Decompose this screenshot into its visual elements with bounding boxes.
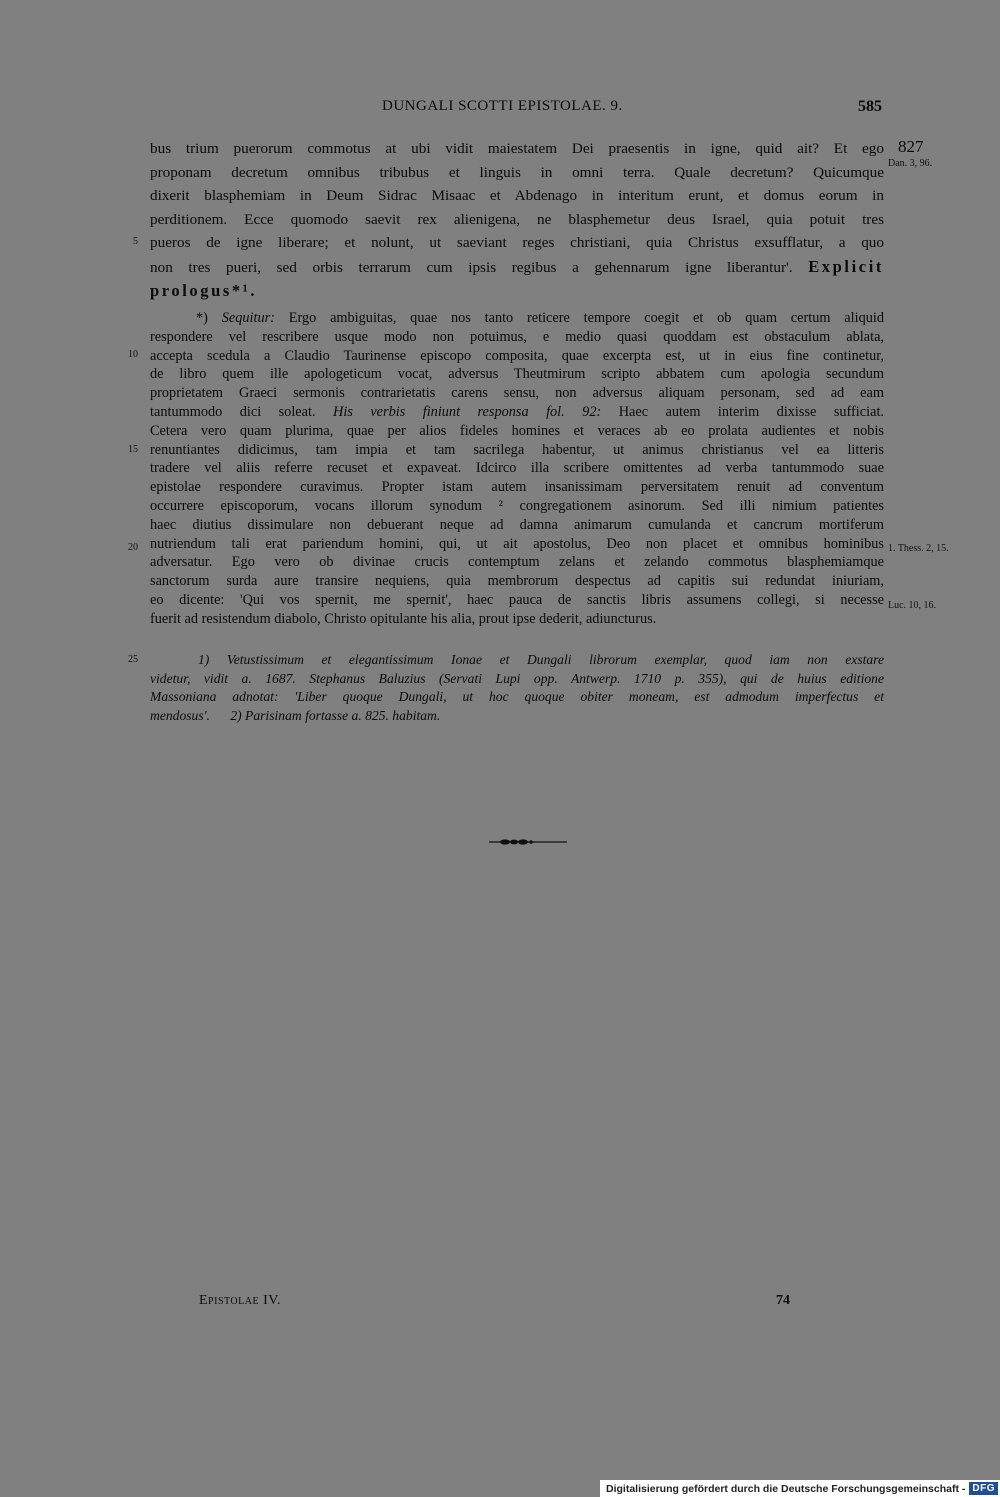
note-line: haec diutius dissimulare non debuerant neque ad damna animarum cumulanda et cancrum mortiferum xyxy=(150,516,884,533)
ornament-divider-icon xyxy=(487,835,569,849)
note-italic-span: His verbis finiunt responsa fol. 92: xyxy=(333,403,602,420)
footnote-line: videtur, vidit a. 1687. Stephanus Baluzius (Servati Lupi opp. Antwerp. 1710 p. 355), qui de huius editione xyxy=(150,670,884,686)
margin-ref-thess: 1. Thess. 2, 15. xyxy=(888,543,949,554)
note-marker: *) xyxy=(196,310,222,326)
note-line: tradere vel aliis referre recuset et expaveat. Idcirco illa scribere omittentes ad verba tantummodo suae xyxy=(150,460,884,477)
footnotes xyxy=(150,651,884,725)
banner-text: Digitalisierung gefördert durch die Deutsche Forschungsgemeinschaft - xyxy=(606,1482,966,1495)
margin-ref-dan: Dan. 3, 96. xyxy=(888,158,933,169)
main-line: perditionem. Ecce quomodo saevit rex alienigena, ne blasphemetur deus Israel, quia potuit tres xyxy=(150,210,884,228)
main-line xyxy=(150,279,884,304)
main-text xyxy=(150,137,884,304)
note-line: adversatur. Ego vero ob divinae crucis contemptum zelans et zelando commotus blasphemiamque xyxy=(150,554,884,571)
line-number-15: 15 xyxy=(128,444,138,455)
note-line xyxy=(150,403,884,422)
dfg-logo-icon: DFG xyxy=(969,1482,998,1495)
note-text-span: Ergo ambiguitas, quae nos tanto reticere tempore coegit et ob quam certum aliquid xyxy=(274,310,884,326)
note-line xyxy=(150,309,884,328)
prologus-word: prologus*¹. xyxy=(150,281,258,300)
note-line: respondere vel rescribere usque modo non potuimus, e medio quasi quoddam est obstaculum ablata, xyxy=(150,328,884,345)
note-line: accepta scedula a Claudio Taurinense episcopo composita, quae excerpta est, ut in eius fine continetur, xyxy=(150,347,884,364)
line-number-10: 10 xyxy=(128,349,138,360)
main-line-text: non tres pueri, sed orbis terrarum cum ipsis regibus a gehennarum igne liberantur'. xyxy=(150,258,793,276)
page-header xyxy=(150,98,884,122)
note-line: de libro quem ille apologeticum vocat, adversus Theutmirum scripto abbatem cum apologia secundum xyxy=(150,366,884,383)
dfg-banner xyxy=(600,1480,1000,1497)
line-number-5: 5 xyxy=(133,236,138,247)
margin-ref-luc: Luc. 10, 16. xyxy=(888,600,937,611)
main-line: pueros de igne liberare; et nolunt, ut saeviant reges christiani, quia Christus exsufflatur, a quo xyxy=(150,234,884,251)
note-line: epistolae respondere curavimus. Propter istam autem insanissimam perversitatem renuit ad conventum xyxy=(150,479,884,496)
main-line: bus trium puerorum commotus at ubi vidit maiestatem Dei praesentis in igne, quid ait? Et ego xyxy=(150,140,884,157)
page-number: 585 xyxy=(858,98,882,115)
note-line: Cetera vero quam plurima, quae per alios fideles homines et veraces ab eo prolata audientes et nobis xyxy=(150,422,884,439)
folio-number: 827 xyxy=(898,137,924,156)
main-line: dixerit blasphemiam in Deum Sidrac Misaac et Abdenago in interitum erunt, et domus eorum in xyxy=(150,187,884,204)
running-title: DUNGALI SCOTTI EPISTOLAE. 9. xyxy=(382,98,623,114)
footnote-line: Massoniana adnotat: 'Liber quoque Dungali, ut hoc quoque obiter moneam, est admodum imperfectus et xyxy=(150,689,884,705)
sheet-signature: Epistolae IV. xyxy=(199,1293,282,1308)
note-line: proprietatem Graeci sermonis contrarietatis carens sensu, non adversus aliquam personam, sed ad eam xyxy=(150,385,884,402)
main-line xyxy=(150,255,884,280)
footnote-line: 1) Vetustissimum et elegantissimum Ionae et Dungali librorum exemplar, quod iam non exstare xyxy=(198,652,884,667)
note-line: nutriendum tali erat pariendum homini, qui, ut ait apostolus, Deo non placet et omnibus hominibus xyxy=(150,535,884,552)
note-line: renuntiantes didicimus, tam impia et tam sacrilega habentur, ut animus christianus vel ea litteris xyxy=(150,441,884,458)
sheet-number: 74 xyxy=(776,1293,790,1308)
main-line: proponam decretum omnibus tribubus et linguis in omni terra. Quale decretum? Quicumque xyxy=(150,163,884,181)
note-line: sanctorum surda aure transire nequiens, quia membrorum despectus ad capitis sui redundat iniuriam, xyxy=(150,573,884,590)
line-number-20: 20 xyxy=(128,542,138,553)
note-line: eo dicente: 'Qui vos spernit, me spernit', haec pauca de sanctis libris assumens collegi, si necesse xyxy=(150,591,884,608)
line-number-25: 25 xyxy=(128,654,138,665)
note-text-span: tantummodo dici soleat. xyxy=(150,403,316,420)
note-text xyxy=(150,309,884,629)
note-line: occurrere episcoporum, vocans illorum synodum ² congregationem asinorum. Sed illi nimium patientes xyxy=(150,497,884,514)
note-sequitur: Sequitur: xyxy=(221,310,275,326)
footnote-line: mendosus'. 2) Parisinam fortasse a. 825. habitam. xyxy=(150,707,441,723)
note-line: fuerit ad resistendum diabolo, Christo opitulante his alia, prout ipse dederit, adiuncturus. xyxy=(150,610,657,627)
note-text-span: Haec autem interim dixisse sufficiat. xyxy=(618,403,884,420)
explicit-word: Explicit xyxy=(808,256,884,276)
